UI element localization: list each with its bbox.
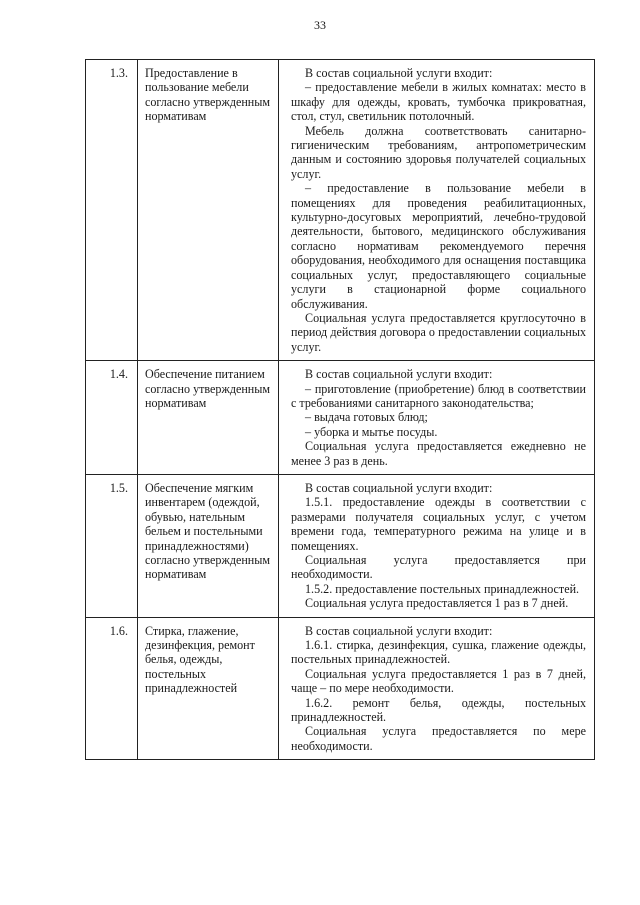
service-description xyxy=(279,60,595,361)
service-name: Стирка, глажение, дезинфекция, ремонт белья, одежды, постельных принадлежностей xyxy=(138,617,279,760)
table-row xyxy=(86,60,595,361)
description-paragraph: – выдача готовых блюд; xyxy=(305,410,428,425)
description-paragraph: 1.6.1. стирка, дезинфекция, сушка, глажение одежды, постельных принадлежностей. xyxy=(291,638,586,667)
description-paragraph: Социальная услуга предоставляется ежедневно не менее 3 раз в день. xyxy=(291,439,586,468)
description-paragraph: 1.5.1. предоставление одежды в соответствии с размерами получателя социальных услуг, с учетом времени года, температурного режима на улице и в помещениях. xyxy=(291,495,586,553)
description-paragraph: В состав социальной услуги входит: xyxy=(305,480,493,495)
description-paragraph: В состав социальной услуги входит: xyxy=(305,66,493,80)
services-table xyxy=(85,59,595,760)
description-paragraph: Социальная услуга предоставляется по мере необходимости. xyxy=(291,724,586,753)
description-paragraph: – уборка и мытье посуды. xyxy=(305,424,438,439)
description-paragraph: Социальная услуга предоставляется 1 раз в 7 дней, чаще – по мере необходимости. xyxy=(291,666,586,696)
description-paragraph: – приготовление (приобретение) блюд в соответствии с требованиями санитарного законодательства; xyxy=(291,381,586,410)
row-number: 1.5. xyxy=(86,474,138,617)
row-number: 1.4. xyxy=(86,361,138,475)
table-row xyxy=(86,361,595,475)
description-paragraph: 1.6.2. ремонт белья, одежды, постельных принадлежностей. xyxy=(291,695,586,725)
description-paragraph: 1.5.2. предоставление постельных принадлежностей. xyxy=(305,581,580,596)
description-paragraph: Мебель должна соответствовать санитарно-гигиеническим требованиям, антропометрическим данным и состоянию здоровья получателей социальных услуг. xyxy=(291,123,586,181)
description-paragraph: Социальная услуга предоставляется при необходимости. xyxy=(291,553,586,582)
page-number: 33 xyxy=(314,18,326,32)
table-row xyxy=(86,617,595,760)
service-name: Обеспечение мягким инвентарем (одеждой, обувью, нательным бельем и постельными принадлежностями) согласно утвержденным нормативам xyxy=(138,474,279,617)
description-paragraph: Социальная услуга предоставляется 1 раз в 7 дней. xyxy=(305,596,569,611)
description-paragraph: – предоставление мебели в жилых комнатах: место в шкафу для одежды, кровать, тумбочка прикроватная, стол, стул, светильник потолочный. xyxy=(291,80,586,124)
row-number: 1.6. xyxy=(86,617,138,760)
service-description xyxy=(279,361,595,475)
row-number: 1.3. xyxy=(86,60,138,361)
service-name: Обеспечение питанием согласно утвержденным нормативам xyxy=(138,361,279,475)
table-row xyxy=(86,474,595,617)
service-description xyxy=(279,474,595,617)
description-paragraph: Социальная услуга предоставляется круглосуточно в период действия договора о предоставлении социальных услуг. xyxy=(291,310,586,354)
service-name: Предоставление в пользование мебели согласно утвержденным нормативам xyxy=(138,60,279,361)
description-paragraph: – предоставление в пользование мебели в помещениях для проведения реабилитационных, культурно-досуговых мероприятий, лечебно-трудовой деятельности, бытового, медицинского обслуживания согласно нормативам рекомендуемого перечня оборудования, необходимого для оснащения поставщика социальных услуг, предоставляющего социальные услуги в стационарной форме социального обслуживания. xyxy=(291,181,586,311)
description-paragraph: В состав социальной услуги входит: xyxy=(305,623,493,638)
description-paragraph: В состав социальной услуги входит: xyxy=(305,367,493,382)
service-description xyxy=(279,617,595,760)
